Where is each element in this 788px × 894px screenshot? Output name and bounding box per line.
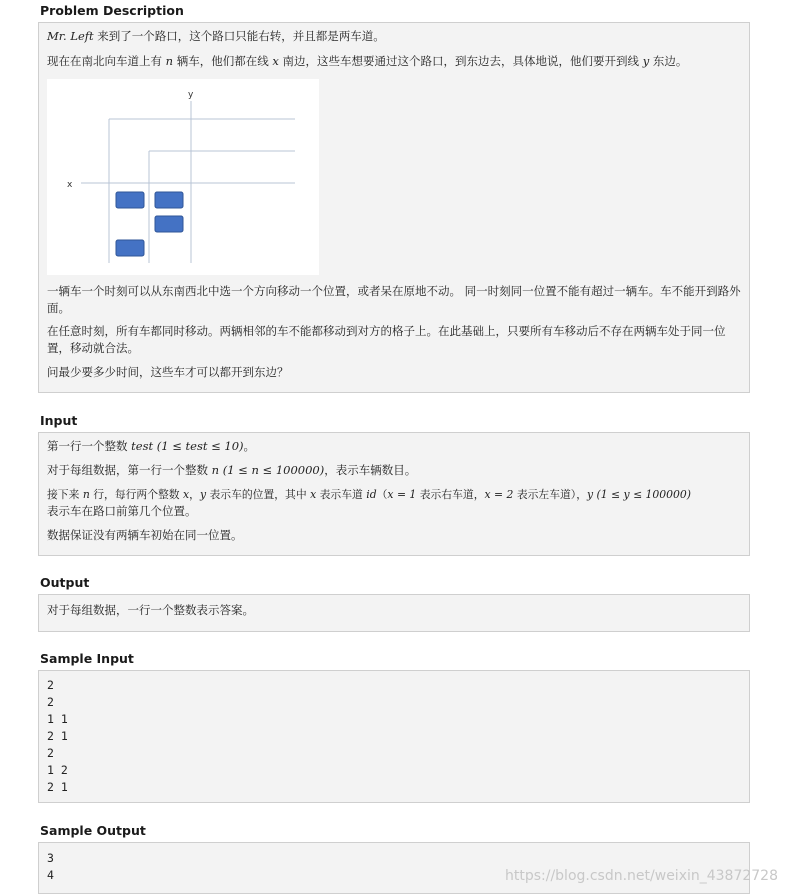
input-line-3: 接下来 n 行，每行两个整数 x，y 表示车的位置，其中 x 表示车道 id（x = 1 表示右车道，x = 2 表示左车道），y (1 ≤ y ≤ 100000) — [47, 488, 691, 501]
output-text: 对于每组数据，一行一个整数表示答案。 — [47, 603, 254, 617]
intersection-diagram — [47, 79, 319, 275]
output-title: Output — [40, 575, 90, 590]
sample-input-line: 1 1 — [47, 712, 68, 726]
problem-line-2: 现在在南北向车道上有 n 辆车，他们都在线 x 南边，这些车想要通过这个路口，到东边去，具体地说，他们要开到线 y 东边。 — [47, 54, 688, 68]
problem-description-title: Problem Description — [40, 3, 184, 18]
sample-input-line: 2 — [47, 695, 54, 709]
car — [155, 216, 183, 232]
input-title: Input — [40, 413, 78, 428]
sample-output-title: Sample Output — [40, 823, 146, 838]
sample-input-line: 2 1 — [47, 729, 68, 743]
sample-input-panel — [38, 670, 750, 803]
car — [116, 240, 144, 256]
sample-input-line: 2 — [47, 746, 54, 760]
intersection-figure — [47, 79, 319, 275]
car — [155, 192, 183, 208]
output-panel — [38, 594, 750, 632]
input-line-1: 第一行一个整数 test (1 ≤ test ≤ 10)。 — [47, 439, 256, 453]
problem-para-5: 问最少要多少时间，这些车才可以都开到东边？ — [47, 365, 289, 379]
problem-para-3: 一辆车一个时刻可以从东南西北中选一个方向移动一个位置，或者呆在原地不动。 同一时刻同一位置不能有超过一辆车。车不能开到路外面。 — [47, 284, 741, 315]
problem-para-4: 在任意时刻，所有车都同时移动。两辆相邻的车不能都移动到对方的格子上。在此基础上，只要所有车移动后不存在两辆车处于同一位置，移动就合法。 — [47, 324, 726, 355]
sample-input-line: 1 2 — [47, 763, 68, 777]
problem-description-panel — [38, 22, 750, 393]
sample-output-line: 3 — [47, 851, 54, 865]
problem-line-1: Mr. Left 来到了一个路口，这个路口只能右转，并且都是两车道。 — [47, 29, 385, 43]
label-x: x — [67, 180, 73, 190]
input-line-5: 数据保证没有两辆车初始在同一位置。 — [47, 528, 243, 542]
watermark: https://blog.csdn.net/weixin_43872728 — [504, 868, 778, 884]
sample-output-line: 4 — [47, 868, 54, 882]
sample-input-title: Sample Input — [40, 651, 134, 666]
sample-input-line: 2 1 — [47, 780, 68, 794]
input-line-2: 对于每组数据，第一行一个整数 n (1 ≤ n ≤ 100000)，表示车辆数目。 — [47, 463, 417, 477]
label-y: y — [188, 90, 194, 100]
input-panel — [38, 432, 750, 556]
input-line-4: 表示车在路口前第几个位置。 — [47, 504, 197, 518]
sample-input-line: 2 — [47, 678, 54, 692]
car — [116, 192, 144, 208]
